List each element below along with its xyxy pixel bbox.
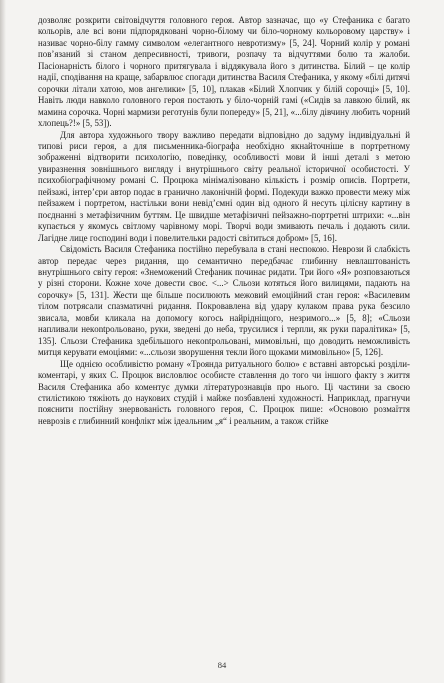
paragraph-1: дозволяє розкрити світовідчуття головного героя. Автор зазначає, що «у Стефаника є багато кольорів, але всі вони підпорядковані чорно-білому чи біло-чорному кольоровому царству» і називає чорно-білу гамму символом «елегантного невротизму» [5, 24]. Чорний колір у романі пов’язаний зі станом депресивності, тривоги, розпачу та відчуттями болю та жалоби. Пасіонарність білого і чорного притягувала і віддякувала його з дитинства. Білий – це колір надії, сподівання на краще, забарвлює спогади дитинства Василя Стефаника, у якому «білі дитячі сорочки літали хатою, мов ангелики» [5, 10], плакав «Білий Хлопчик у білій сорочці» [5, 10]. Навіть люди навколо головного героя постають у біло-чорній гамі («Сидів за лавкою білий, як мамина сорочка. Чорні мармизи реготунів були попереду» [5, 21], «...білу дівчину любить чорний хлопець?!» [5, 53]). [38, 15, 410, 129]
paragraph-3: Свідомість Василя Стефаника постійно перебувала в стані неспокою. Неврози й слабкість автор передає через ридання, що семантично передбачає глибинну невлаштованість внутрішнього світу героя: «Знеможений Стефаник починає ридати. Три його «Я» розповзаються у різні сторони. Кожне хоче довести своє. <...> Сльози котяться його вилицями, падають на сорочку» [5, 131]. Жести ще більше посилюють межовий емоційний стан героя: «Василевим тілом потрясали спазматичні ридання. Покровавлена від удару кулаком права рука безсило звисала, мовби кликала на допомогу когось найрідніщого, незримого...» [5, 8]; «Сльози напливали некontрольовано, руки, зведені до неба, трусилися і терпли, як руки паралітика» [5, 135]. Сльози Стефаника здебільшого некontрольовані, мимовільні, що доводить неможливість митця керувати емоціями: «...сльози зворушення текли його щоками мимовільно» [5, 126]. [38, 244, 410, 358]
paragraph-2: Для автора художнього твору важливо передати відповідно до задуму індивідуальні й типові риси героя, а для письменника-біографа необхідно якнайточніше в портретному зображенні відтворити психологію, поведінку, особливості мови й інші деталі з метою увиразнення зовнішнього вигляду і внутрішнього світу реальної історичної особистості. У психобіографічному романі С. Процюка мінімалізовано кількість і розмір описів. Портрети, пейзажі, інтер’єри автор подає в гранично лаконічній формі. Подекуди важко провести межу між пейзажем і портретом, настільки вони невід’ємні один від одного й несуть цілісну картину в поєднанні з метафізичним буттям. Це швидше метафізичні пейзажно-портретні штрихи: «...він купається у якомусь світлому чарівному морі. Творчі води змивають печаль і додають сили. Лагідне лице господині води і повелительки радості світиться добром» [5, 16]. [38, 129, 410, 243]
paragraph-4: Ще однією особливістю роману «Троянда ритуального болю» є вставні авторські розділи-коментарі, у яких С. Процюк висловлює особисте ставлення до того чи іншого факту з життя Василя Стефаника або коментує думки літературознавців про нього. Ці частини за своєю стилістикою тяжіють до наукових студій і майже позбавлені художності. Наприклад, прагнучи пояснити постійну знервованість головного героя, С. Процюк пише: «Основою розмаїття неврозів є глибинний конфлікт між ідеальним „я“ і реальним, а також стійке [38, 358, 410, 426]
page-number: 84 [217, 660, 227, 670]
document-body [38, 15, 410, 427]
